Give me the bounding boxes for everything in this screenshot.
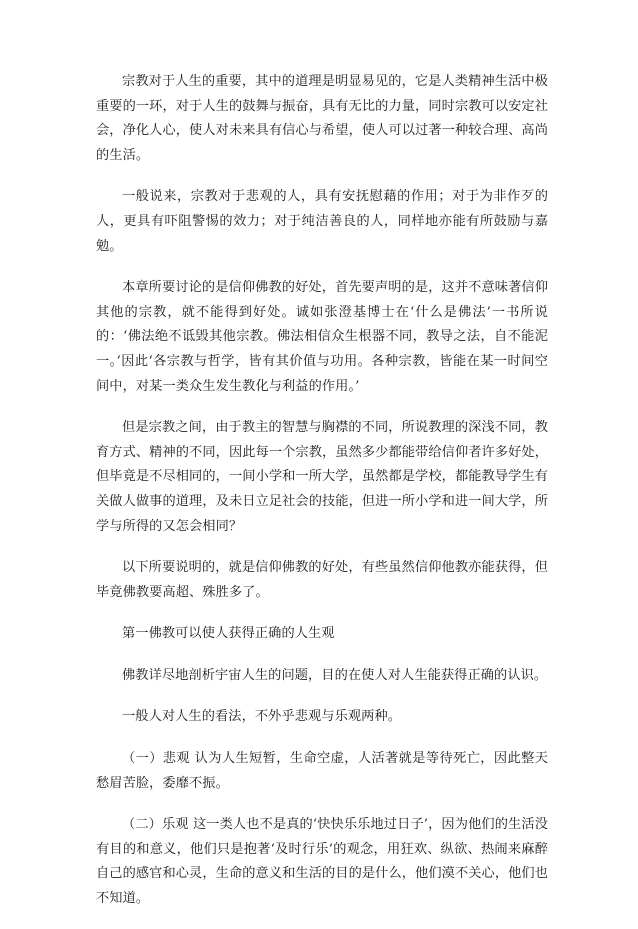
paragraph-pessimism: （一）悲观 认为人生短暂，生命空虚，人活著就是等待死亡，因此整天愁眉苦脸，委靡不振。 <box>96 751 548 791</box>
section-heading-first: 第一佛教可以使人获得正确的人生观 <box>122 626 335 642</box>
document-page <box>96 70 548 929</box>
paragraph-two-views: 一般人对人生的看法，不外乎悲观与乐观两种。 <box>122 709 402 725</box>
paragraph-buddhism-analysis: 佛教详尽地剖析宇宙人生的问题，目的在使人对人生能获得正确的认识。 <box>122 667 548 683</box>
paragraph-chapter-intro: 本章所要讨论的是信仰佛教的好处，首先要声明的是，这并不意味著信仰其他的宗教，就不能得到好处。诚如张澄基博士在‘什么是佛法’一书所说的：‘佛法绝不诋毁其他宗教。佛法相信众生根器不同，教导之法，自不能泥一。’因此‘各宗教与哲学，皆有其价值与功用。各种宗教，皆能在某一时间空间中，对某一类众生发生教化与利益的作用。’ <box>96 280 548 394</box>
paragraph-buddhism-superior: 以下所要说明的，就是信仰佛教的好处，有些虽然信仰他教亦能获得，但毕竟佛教要高超、殊胜多了。 <box>96 560 548 600</box>
paragraph-optimism: （二）乐观 这一类人也不是真的‘快快乐乐地过日子’，因为他们的生活没有目的和意义，他们只是抱著‘及时行乐’的观念，用狂欢、纵欲、热闹来麻醉自己的感官和心灵，生命的意义和生活的目的是什么，他们漠不关心，他们也不知道。 <box>96 817 548 907</box>
paragraph-religion-effects: 一般说来，宗教对于悲观的人，具有安抚慰藉的作用；对于为非作歹的人，更具有吓阻警惕的效力；对于纯洁善良的人，同样地亦能有所鼓励与嘉勉。 <box>96 189 548 254</box>
paragraph-religion-importance: 宗教对于人生的重要，其中的道理是明显易见的，它是人类精神生活中极重要的一环，对于人生的鼓舞与振奋，具有无比的力量，同时宗教可以安定社会，净化人心，使人对未来具有信心与希望，使人可以过著一种较合理、高尚的生活。 <box>96 74 548 163</box>
paragraph-religion-differences: 但是宗教之间，由于教主的智慧与胸襟的不同，所说教理的深浅不同，教育方式、精神的不同，因此每一个宗教，虽然多少都能带给信仰者许多好处，但毕竟是不尽相同的，一间小学和一所大学，虽然都是学校，都能教导学生有关做人做事的道理，及未日立足社会的技能，但进一所小学和进一间大学，所学与所得的又怎会相同？ <box>96 420 548 534</box>
